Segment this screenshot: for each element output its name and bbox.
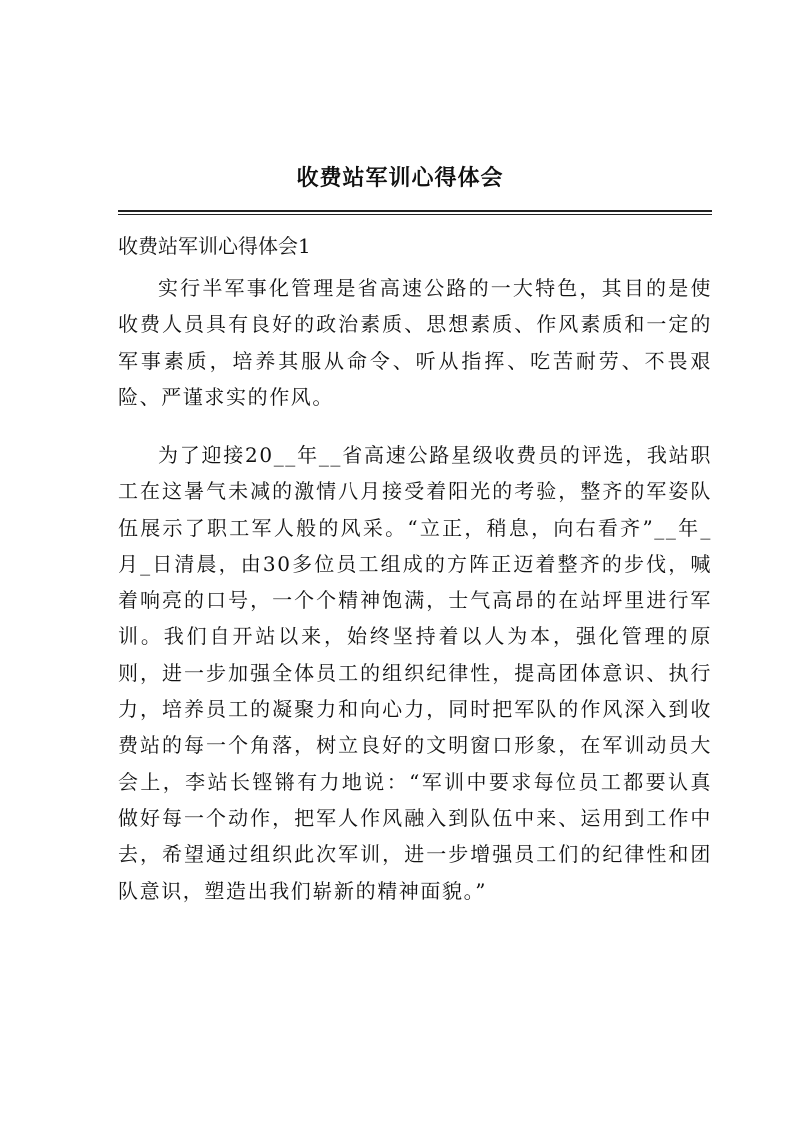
title-divider-thin: [118, 214, 712, 215]
page-title: 收费站军训心得体会: [296, 165, 504, 191]
section-heading: 收费站军训心得体会1: [118, 234, 311, 258]
paragraph-1: 实行半军事化管理是省高速公路的一大特色，其目的是使收费人员具有良好的政治素质、思想素质、作风素质和一定的军事素质，培养其服从命令、听从指挥、吃苦耐劳、不畏艰险、严谨求实的作风。: [118, 276, 712, 409]
title-divider-thick: [118, 210, 712, 212]
paragraph-2: 为了迎接20__年__省高速公路星级收费员的评选，我站职工在这暑气未减的激情八月接受着阳光的考验，整齐的军姿队伍展示了职工军人般的风采。“立正，稍息，向右看齐”__年_月_日清晨，由30多位员工组成的方阵正迈着整齐的步伐，喊着响亮的口号，一个个精神饱满，士气高昂的在站坪里进行军训。我们自开站以来，始终坚持着以人为本，强化管理的原则，进一步加强全体员工的组织纪律性，提高团体意识、执行力，培养员工的凝聚力和向心力，同时把军队的作风深入到收费站的每一个角落，树立良好的文明窗口形象，在军训动员大会上，李站长铿锵有力地说：“军训中要求每位员工都要认真做好每一个动作，把军人作风融入到队伍中来、运用到工作中去，希望通过组织此次军训，进一步增强员工们的纪律性和团队意识，塑造出我们崭新的精神面貌。”: [118, 443, 712, 903]
